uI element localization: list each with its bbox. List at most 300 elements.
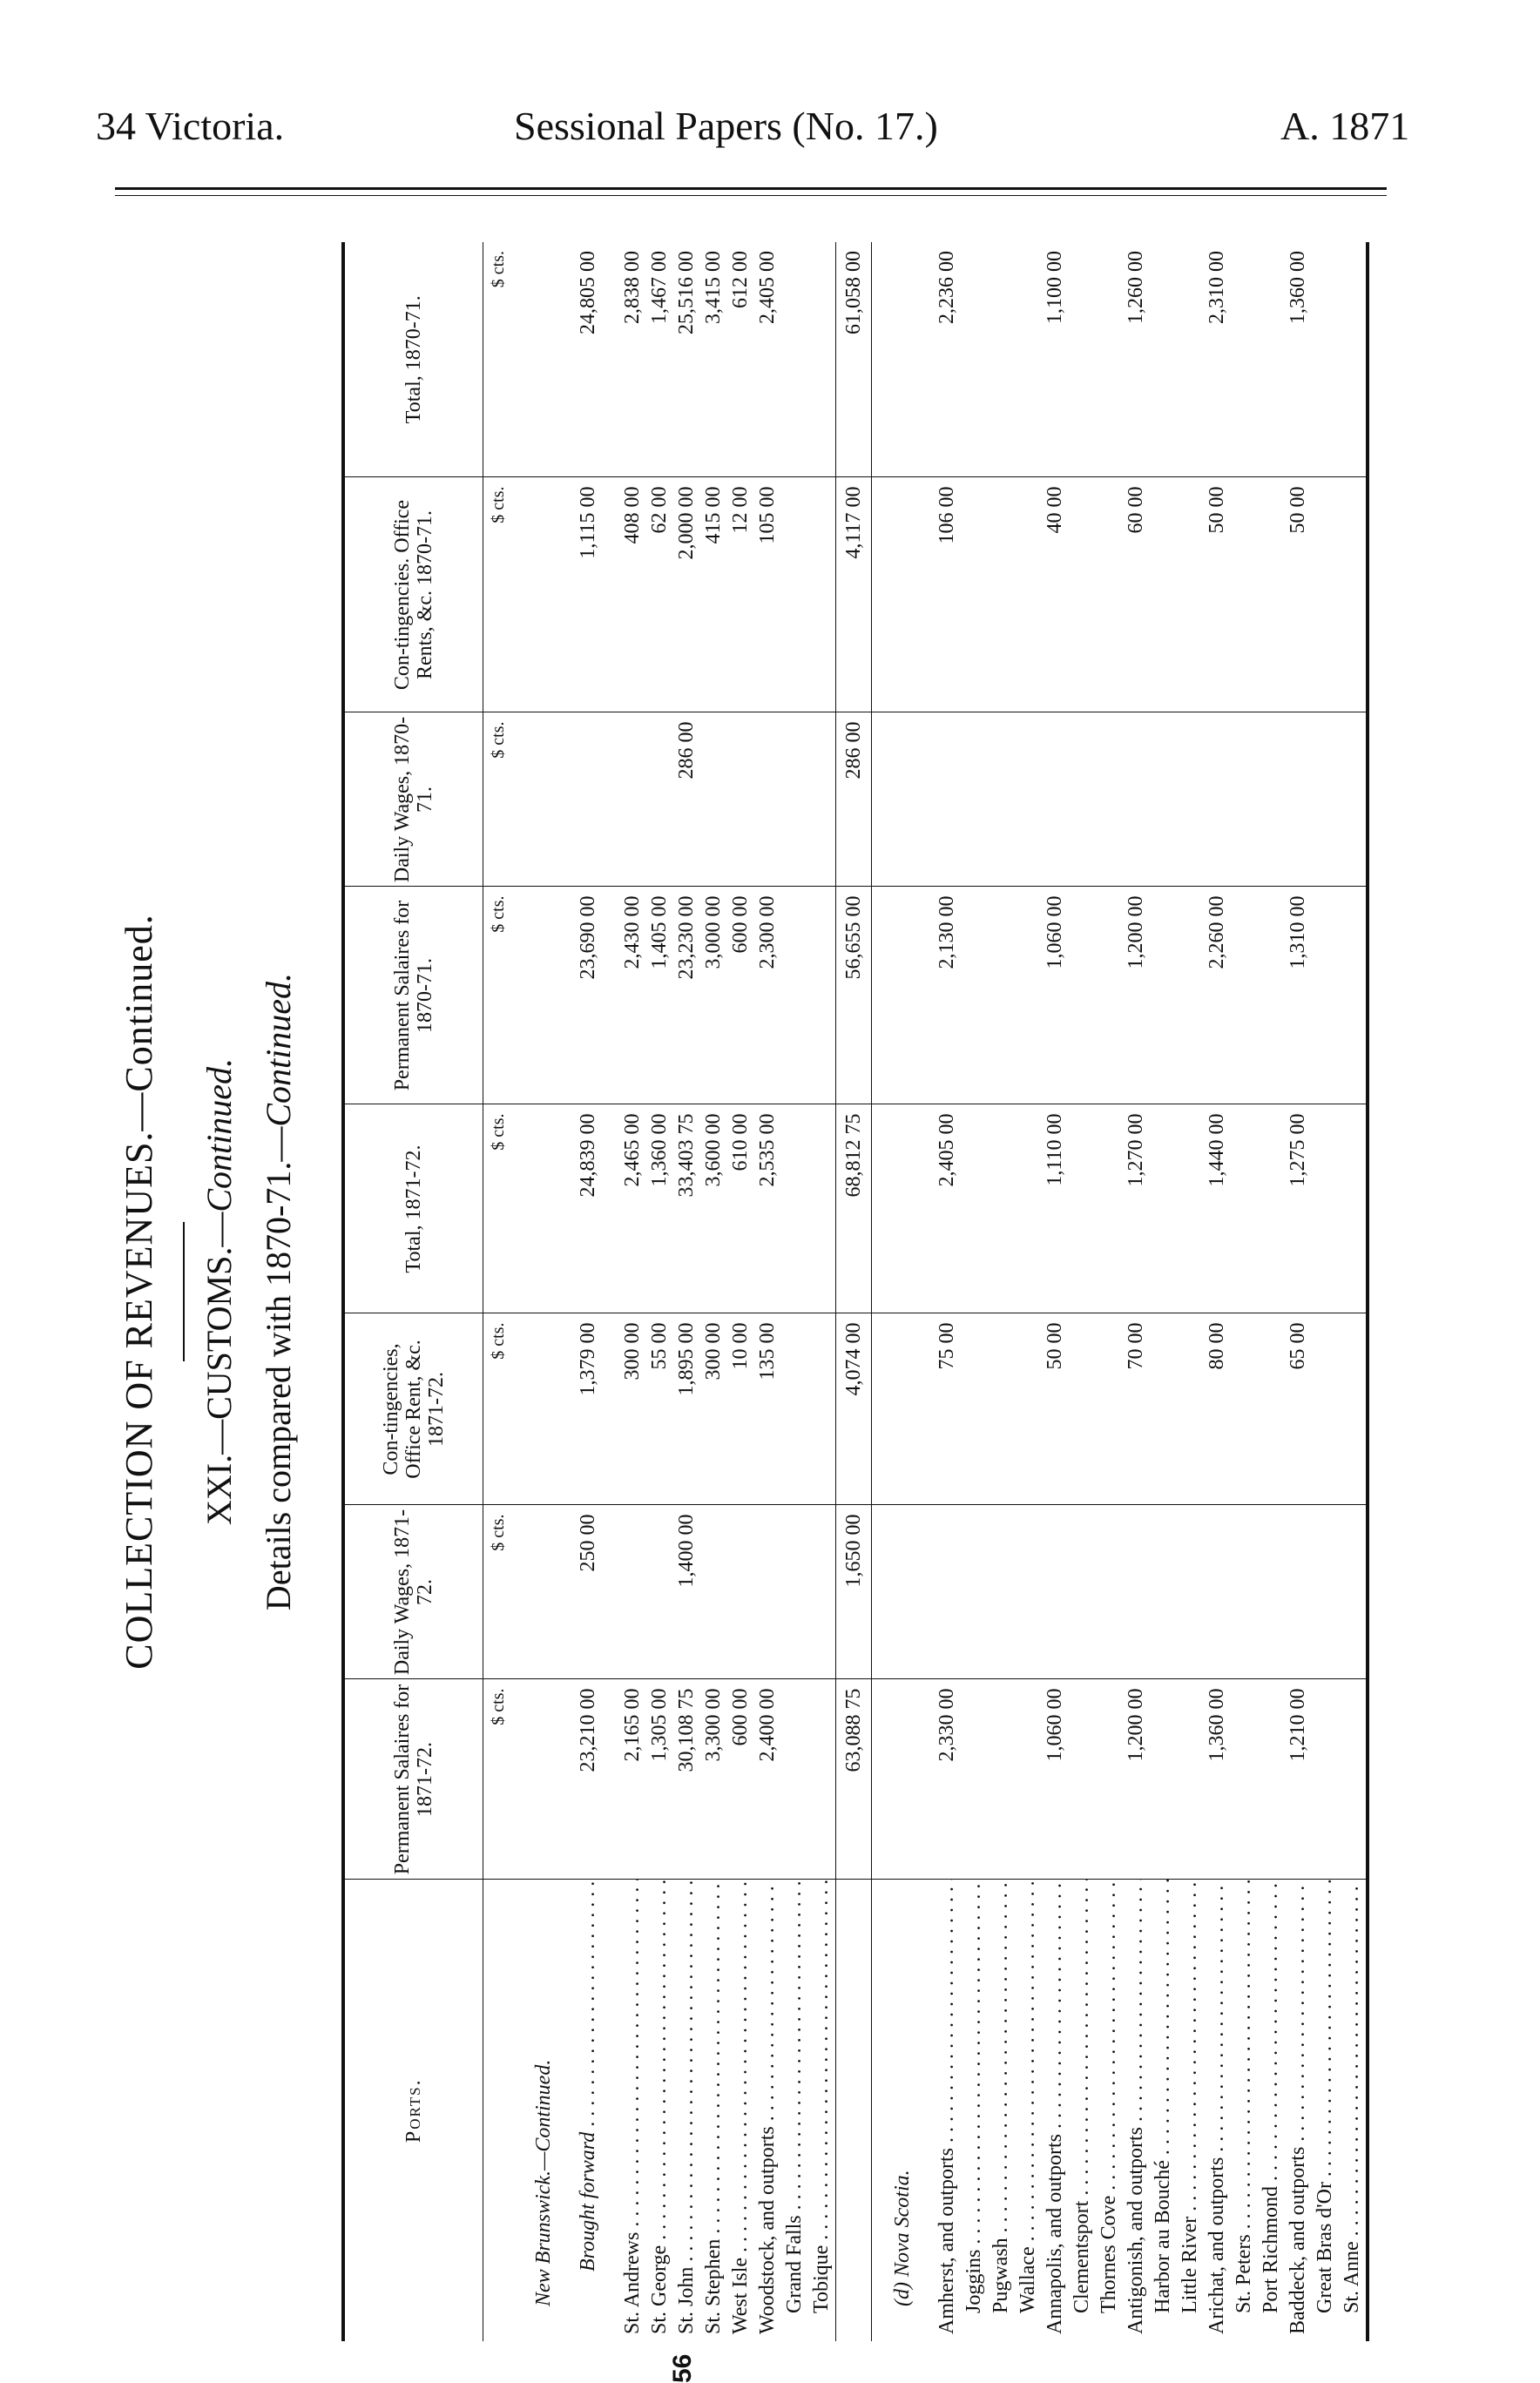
value-cell: 50 00 (1042, 1313, 1069, 1505)
value-cell (808, 242, 836, 477)
value-cell (988, 1679, 1015, 1880)
value-cell (1015, 1104, 1042, 1313)
spacer-row (557, 242, 575, 2341)
empty-cell (530, 242, 557, 477)
port-label: St. George (648, 2245, 671, 2334)
header-rule (115, 187, 1387, 190)
value-cell (988, 477, 1015, 712)
port-label: Thornes Cove (1098, 2195, 1120, 2313)
value-cell (808, 1313, 836, 1505)
value-cell (1285, 712, 1312, 887)
column-header: Permanent Salaires for 1871-72. (343, 1679, 483, 1880)
empty-cell (530, 1505, 557, 1679)
value-cell (1096, 887, 1123, 1104)
unit-cell: $ cts. (483, 477, 514, 712)
column-header: Permanent Salaires for 1870-71. (343, 887, 483, 1104)
value-cell (1339, 887, 1368, 1104)
leader-dots (1071, 1880, 1093, 2201)
leader-dots (1125, 1880, 1147, 2127)
total-label-cell (836, 1880, 872, 2341)
value-cell (1069, 242, 1096, 477)
value-cell (988, 1505, 1015, 1679)
value-cell: 1,440 00 (1204, 1104, 1231, 1313)
value-cell: 2,405 00 (934, 1104, 961, 1313)
spacer-cell (916, 477, 934, 712)
spacer-row (513, 242, 530, 2341)
value-cell (961, 712, 988, 887)
value-cell: 60 00 (1123, 477, 1150, 712)
empty-cell (889, 1505, 916, 1679)
value-cell: 2,405 00 (754, 242, 781, 477)
spacer-cell (872, 1679, 890, 1880)
value-cell (1150, 242, 1177, 477)
brought-forward-label-cell (575, 1880, 602, 2341)
value-cell: 2,535 00 (754, 1104, 781, 1313)
port-name (1258, 1880, 1285, 2341)
value-cell (988, 1313, 1015, 1505)
table-row (1150, 242, 1177, 2341)
empty-cell (889, 1679, 916, 1880)
value-cell: 3,415 00 (700, 242, 727, 477)
value-cell (700, 1505, 727, 1679)
value-cell: 1,100 00 (1042, 242, 1069, 477)
leader-dots (935, 1880, 958, 2148)
value-cell (1069, 712, 1096, 887)
value-cell: 12 00 (727, 477, 754, 712)
column-header: Total, 1871-72. (343, 1104, 483, 1313)
value-cell (1096, 1104, 1123, 1313)
value-cell: 1,060 00 (1042, 887, 1069, 1104)
title-divider (183, 1222, 185, 1361)
port-name (619, 1880, 646, 2341)
spacer-cell (602, 887, 619, 1104)
leader-dots (702, 1880, 725, 2239)
value-cell (1096, 1679, 1123, 1880)
value-cell: 2,838 00 (619, 242, 646, 477)
value-cell (727, 712, 754, 887)
leader-dots (1314, 1880, 1336, 2182)
value-cell (961, 1679, 988, 1880)
spacer-cell (872, 1505, 890, 1679)
value-cell: 3,300 00 (700, 1679, 727, 1880)
value-cell: 600 00 (727, 1679, 754, 1880)
value-cell (961, 242, 988, 477)
value-cell: 3,000 00 (700, 887, 727, 1104)
port-name (1150, 1880, 1177, 2341)
value-cell: 23,210 00 (575, 1679, 602, 1880)
table-row (1123, 242, 1150, 2341)
port-name (1204, 1880, 1231, 2341)
port-name (1339, 1880, 1368, 2341)
value-cell (808, 1104, 836, 1313)
table-row (988, 242, 1015, 2341)
leader-dots (783, 1880, 806, 2215)
port-label: Clementsport (1071, 2200, 1093, 2313)
spacer-cell (916, 1313, 934, 1505)
value-cell (1096, 1505, 1123, 1679)
value-cell: 2,165 00 (619, 1679, 646, 1880)
leader-dots (1206, 1880, 1228, 2157)
value-cell: 1,270 00 (1123, 1104, 1150, 1313)
empty-cell (530, 712, 557, 887)
value-cell (1150, 1313, 1177, 1505)
total-cell: 61,058 00 (836, 242, 872, 477)
value-cell: 25,516 00 (673, 242, 700, 477)
spacer-cell (557, 887, 575, 1104)
value-cell (961, 1313, 988, 1505)
port-name (781, 1880, 808, 2341)
value-cell (700, 712, 727, 887)
port-name (934, 1880, 961, 2341)
nova-scotia-heading (889, 242, 916, 2341)
value-cell: 2,130 00 (934, 887, 961, 1104)
value-cell: 2,236 00 (934, 242, 961, 477)
value-cell: 1,360 00 (1285, 242, 1312, 477)
unit-cell: $ cts. (483, 242, 514, 477)
value-cell: 1,210 00 (1285, 1679, 1312, 1880)
total-cell: 286 00 (836, 712, 872, 887)
port-name (961, 1880, 988, 2341)
value-cell (1150, 1104, 1177, 1313)
table-row (1177, 242, 1204, 2341)
leader-dots (1233, 1880, 1255, 2234)
value-cell (1069, 1313, 1096, 1505)
table-row (1204, 242, 1231, 2341)
unit-cell: $ cts. (483, 887, 514, 1104)
value-cell (808, 712, 836, 887)
total-cell: 1,650 00 (836, 1505, 872, 1679)
section-title (199, 242, 240, 2341)
value-cell (1150, 477, 1177, 712)
value-cell: 70 00 (1123, 1313, 1150, 1505)
value-cell: 300 00 (700, 1313, 727, 1505)
value-cell: 1,405 00 (646, 887, 673, 1104)
value-cell (1231, 1505, 1258, 1679)
value-cell: 1,379 00 (575, 1313, 602, 1505)
port-name (808, 1880, 836, 2341)
spacer-cell (872, 242, 890, 477)
value-cell (1204, 712, 1231, 887)
value-cell (1312, 242, 1339, 477)
table-row (781, 242, 808, 2341)
value-cell (1285, 1505, 1312, 1679)
table-row (1069, 242, 1096, 2341)
port-name (1285, 1880, 1312, 2341)
value-cell (1015, 712, 1042, 887)
details-title (258, 242, 299, 2341)
table-row (673, 242, 700, 2341)
brought-forward-row (575, 242, 602, 2341)
value-cell (1069, 1505, 1096, 1679)
details-title-main: Details compared with 1870-71.— (259, 1126, 298, 1611)
value-cell: 286 00 (673, 712, 700, 887)
value-cell (961, 1104, 988, 1313)
value-cell: 1,467 00 (646, 242, 673, 477)
spacer-cell (872, 887, 890, 1104)
value-cell (1069, 887, 1096, 1104)
value-cell: 1,360 00 (1204, 1679, 1231, 1880)
leader-dots (1098, 1880, 1120, 2196)
spacer-cell (513, 1104, 530, 1313)
leader-dots (1044, 1880, 1066, 2134)
table-row (646, 242, 673, 2341)
empty-cell (889, 242, 916, 477)
value-cell: 23,690 00 (575, 887, 602, 1104)
port-label: Joggins (962, 2249, 985, 2313)
value-cell (1096, 477, 1123, 712)
total-cell: 68,812 75 (836, 1104, 872, 1313)
table-row (934, 242, 961, 2341)
units-label-cell (483, 1880, 514, 2341)
value-cell (1231, 1313, 1258, 1505)
leader-dots (1152, 1880, 1174, 2160)
details-title-continued: Continued. (259, 972, 298, 1127)
value-cell: 415 00 (700, 477, 727, 712)
port-name (988, 1880, 1015, 2341)
value-cell (1258, 712, 1285, 887)
port-label: Harbor au Bouché (1152, 2160, 1174, 2313)
leader-dots (1179, 1880, 1201, 2217)
table-row (1339, 242, 1368, 2341)
port-name (1069, 1880, 1096, 2341)
value-cell (1177, 477, 1204, 712)
rotated-table-page (111, 242, 1409, 2383)
value-cell (1339, 1313, 1368, 1505)
empty-cell (530, 1313, 557, 1505)
unit-cell: $ cts. (483, 1679, 514, 1880)
table-row (808, 242, 836, 2341)
port-name (1177, 1880, 1204, 2341)
spacer-cell (602, 1104, 619, 1313)
value-cell: 33,403 75 (673, 1104, 700, 1313)
value-cell: 610 00 (727, 1104, 754, 1313)
spacer-cell (557, 477, 575, 712)
value-cell (1339, 1505, 1368, 1679)
value-cell (781, 1679, 808, 1880)
value-cell (1258, 1505, 1285, 1679)
leader-dots (729, 1880, 752, 2258)
port-label: Pugwash (990, 2238, 1012, 2313)
spacer-cell (557, 1880, 575, 2341)
spacer-cell (916, 887, 934, 1104)
column-header: Con-tingencies, Office Rent, &c. 1871-72. (343, 1313, 483, 1505)
table-row (1231, 242, 1258, 2341)
value-cell (1312, 887, 1339, 1104)
value-cell (781, 712, 808, 887)
table-row (1096, 242, 1123, 2341)
port-label: Baddeck, and outports (1287, 2146, 1309, 2334)
value-cell (1339, 1679, 1368, 1880)
value-cell (1312, 477, 1339, 712)
value-cell: 2,465 00 (619, 1104, 646, 1313)
spacer-cell (513, 242, 530, 477)
value-cell (1123, 1505, 1150, 1679)
value-cell: 1,360 00 (646, 1104, 673, 1313)
new-brunswick-heading (530, 242, 557, 2341)
spacer-cell (557, 242, 575, 477)
unit-cell: $ cts. (483, 1313, 514, 1505)
spacer-cell (513, 887, 530, 1104)
value-cell (646, 1505, 673, 1679)
value-cell (1150, 712, 1177, 887)
header-year: A. 1871 (1280, 104, 1410, 148)
unit-cell: $ cts. (483, 1104, 514, 1313)
empty-cell (889, 1313, 916, 1505)
column-header: Daily Wages, 1871-72. (343, 1505, 483, 1679)
table-row (700, 242, 727, 2341)
value-cell (619, 1505, 646, 1679)
leader-dots (1341, 1880, 1363, 2241)
spacer-cell (872, 1313, 890, 1505)
value-cell (1231, 242, 1258, 477)
spacer-cell (916, 712, 934, 887)
value-cell (1042, 712, 1069, 887)
port-label: Antigonish, and outports (1125, 2127, 1147, 2334)
value-cell (1312, 1679, 1339, 1880)
value-cell: 106 00 (934, 477, 961, 712)
port-name (673, 1880, 700, 2341)
table-titles (111, 242, 329, 2341)
value-cell: 1,305 00 (646, 1679, 673, 1880)
value-cell (1069, 1104, 1096, 1313)
port-label: Amherst, and outports (935, 2148, 958, 2334)
value-cell: 2,260 00 (1204, 887, 1231, 1104)
section-title-continued: Continued. (199, 1058, 239, 1212)
value-cell: 2,430 00 (619, 887, 646, 1104)
value-cell: 1,110 00 (1042, 1104, 1069, 1313)
section-title-main: XXI.—CUSTOMS.— (199, 1212, 239, 1525)
port-label: Woodstock, and outports (756, 2126, 779, 2334)
value-cell: 23,230 00 (673, 887, 700, 1104)
port-label: Grand Falls (783, 2215, 806, 2313)
table-row (754, 242, 781, 2341)
value-cell: 1,275 00 (1285, 1104, 1312, 1313)
port-label: St. Andrews (621, 2231, 644, 2334)
leader-dots (990, 1880, 1012, 2238)
port-name (754, 1880, 781, 2341)
table-row (1258, 242, 1285, 2341)
empty-cell (530, 1679, 557, 1880)
value-cell (1258, 242, 1285, 477)
leader-dots (675, 1880, 698, 2267)
value-cell (1096, 712, 1123, 887)
value-cell: 65 00 (1285, 1313, 1312, 1505)
value-cell: 2,000 00 (673, 477, 700, 712)
empty-cell (530, 887, 557, 1104)
value-cell: 105 00 (754, 477, 781, 712)
empty-cell (889, 712, 916, 887)
table-row (1042, 242, 1069, 2341)
nova-scotia-heading-label: (d) Nova Scotia. (891, 2170, 914, 2306)
value-cell (1339, 712, 1368, 887)
value-cell (781, 1104, 808, 1313)
value-cell (808, 1505, 836, 1679)
spacer-cell (513, 1880, 530, 2341)
column-header: Ports. (343, 1880, 483, 2341)
value-cell: 1,200 00 (1123, 887, 1150, 1104)
value-cell (961, 887, 988, 1104)
spacer-cell (557, 1104, 575, 1313)
value-cell: 2,330 00 (934, 1679, 961, 1880)
new-brunswick-heading-label: New Brunswick.—Continued. (532, 2059, 555, 2306)
port-label: Annapolis, and outports (1044, 2134, 1066, 2334)
value-cell (781, 887, 808, 1104)
port-label: West Isle (729, 2257, 752, 2334)
value-cell (1231, 1104, 1258, 1313)
empty-cell (889, 887, 916, 1104)
port-label: Port Richmond (1260, 2185, 1282, 2313)
empty-cell (889, 477, 916, 712)
value-cell (1150, 1505, 1177, 1679)
port-name (646, 1880, 673, 2341)
total-row (836, 242, 872, 2341)
value-cell (988, 242, 1015, 477)
port-label: St. Stephen (702, 2238, 725, 2334)
units-row (483, 242, 514, 2341)
value-cell (1312, 1313, 1339, 1505)
value-cell: 408 00 (619, 477, 646, 712)
column-header: Daily Wages, 1870-71. (343, 712, 483, 887)
table-row (961, 242, 988, 2341)
value-cell (1258, 1104, 1285, 1313)
value-cell (808, 887, 836, 1104)
port-label: Tobique (810, 2245, 833, 2313)
table-row (1015, 242, 1042, 2341)
value-cell: 1,400 00 (673, 1505, 700, 1679)
value-cell (1096, 1313, 1123, 1505)
empty-cell (530, 1104, 557, 1313)
spacer-cell (513, 1505, 530, 1679)
spacer-cell (602, 1880, 619, 2341)
value-cell: 62 00 (646, 477, 673, 712)
table-row (619, 242, 646, 2341)
leader-dots (1287, 1880, 1309, 2147)
value-cell (1177, 1679, 1204, 1880)
value-cell (1069, 1679, 1096, 1880)
value-cell (1042, 1505, 1069, 1679)
column-header: Total, 1870-71. (343, 242, 483, 477)
value-cell: 75 00 (934, 1313, 961, 1505)
spacer-cell (602, 1313, 619, 1505)
leader-dots (648, 1880, 671, 2245)
value-cell (646, 712, 673, 887)
page-header (0, 103, 1540, 172)
value-cell (1177, 242, 1204, 477)
value-cell: 1,310 00 (1285, 887, 1312, 1104)
value-cell (754, 712, 781, 887)
value-cell (1258, 1679, 1285, 1880)
value-cell: 1,115 00 (575, 477, 602, 712)
total-cell: 4,117 00 (836, 477, 872, 712)
value-cell (988, 887, 1015, 1104)
port-label: Wallace (1017, 2246, 1039, 2313)
spacer-cell (513, 477, 530, 712)
spacer-cell (916, 1679, 934, 1880)
value-cell (1258, 477, 1285, 712)
value-cell: 10 00 (727, 1313, 754, 1505)
value-cell: 2,300 00 (754, 887, 781, 1104)
value-cell (1231, 712, 1258, 887)
port-label: Great Bras d'Or (1314, 2182, 1336, 2313)
value-cell: 1,895 00 (673, 1313, 700, 1505)
value-cell: 2,400 00 (754, 1679, 781, 1880)
empty-cell (530, 477, 557, 712)
value-cell: 50 00 (1285, 477, 1312, 712)
value-cell (619, 712, 646, 887)
value-cell (1258, 1313, 1285, 1505)
spacer-cell (872, 712, 890, 887)
value-cell (961, 1505, 988, 1679)
